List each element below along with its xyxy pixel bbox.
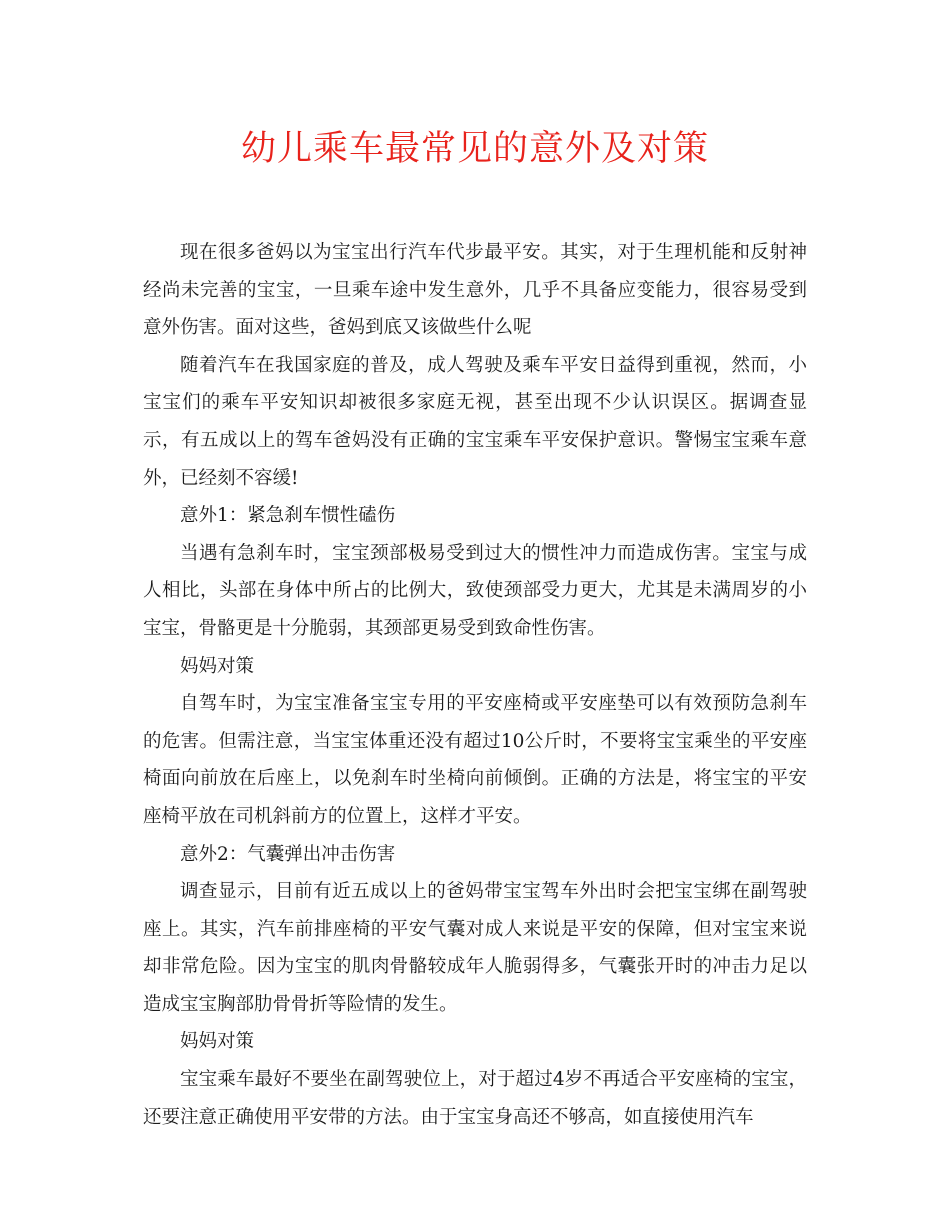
section-heading-accident-2: 意外2：气囊弹出冲击伤害: [180, 843, 396, 865]
section-heading-countermeasure-2: 妈妈对策: [180, 1031, 255, 1053]
paragraph-intro: 现在很多爸妈以为宝宝出行汽车代步最平安。其实，对于生理机能和反射神经尚未完善的宝宝，一旦乘车途中发生意外，几乎不具备应变能力，很容易受到意外伤害。面对这些，爸妈到底又该做些什么呢: [143, 242, 807, 339]
document-title: 幼儿乘车最常见的意外及对策: [240, 129, 709, 169]
paragraph-countermeasure-1-detail: 自驾车时，为宝宝准备宝宝专用的平安座椅或平安座垫可以有效预防急刹车的危害。但需注意，当宝宝体重还没有超过10公斤时，不要将宝宝乘坐的平安座椅面向前放在后座上，以免刹车时坐椅向前倾倒。正确的方法是，将宝宝的平安座椅平放在司机斜前方的位置上，这样才平安。: [143, 693, 807, 827]
paragraph-countermeasure-2-detail: 宝宝乘车最好不要坐在副驾驶位上，对于超过4岁不再适合平安座椅的宝宝，还要注意正确使用平安带的方法。由于宝宝身高还不够高，如直接使用汽车: [143, 1069, 807, 1128]
paragraph-background: 随着汽车在我国家庭的普及，成人驾驶及乘车平安日益得到重视，然而，小宝宝们的乘车平安知识却被很多家庭无视，甚至出现不少认识误区。据调查显示，有五成以上的驾车爸妈没有正确的宝宝乘车平安保护意识。警惕宝宝乘车意外，已经刻不容缓!: [143, 354, 807, 489]
section-heading-accident-1: 意外1：紧急刹车惯性磕伤: [180, 505, 396, 527]
paragraph-accident-2-detail: 调查显示，目前有近五成以上的爸妈带宝宝驾车外出时会把宝宝绑在副驾驶座上。其实，汽车前排座椅的平安气囊对成人来说是平安的保障，但对宝宝来说却非常危险。因为宝宝的肌肉骨骼较成年人脆弱得多，气囊张开时的冲击力足以造成宝宝胸部肋骨骨折等险情的发生。: [143, 881, 807, 1015]
document-body: [143, 234, 807, 1136]
paragraph-accident-1-detail: 当遇有急刹车时，宝宝颈部极易受到过大的惯性冲力而造成伤害。宝宝与成人相比，头部在身体中所占的比例大，致使颈部受力更大，尤其是未满周岁的小宝宝，骨骼更是十分脆弱，其颈部更易受到致命性伤害。: [143, 542, 807, 639]
section-heading-countermeasure-1: 妈妈对策: [180, 655, 255, 677]
